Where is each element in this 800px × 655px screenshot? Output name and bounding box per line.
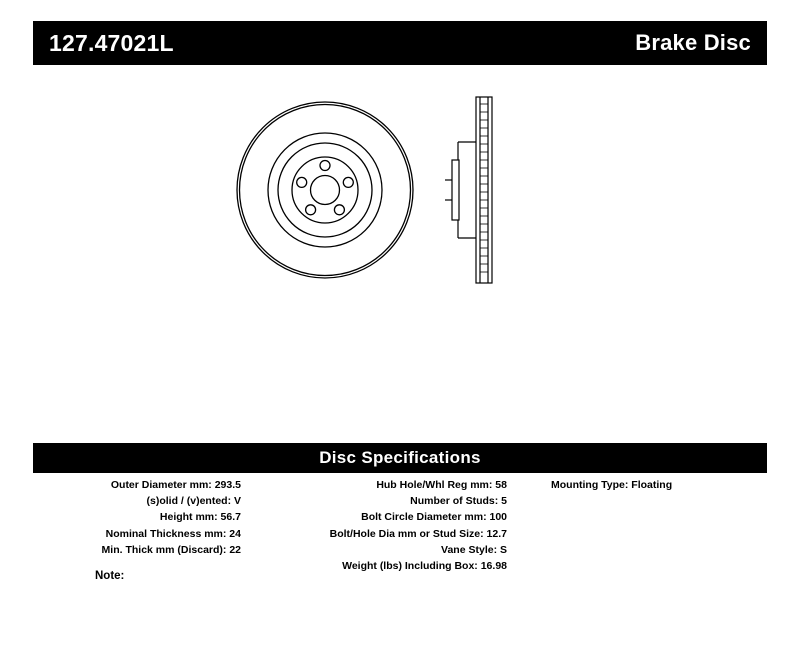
product-drawing	[230, 80, 590, 300]
specifications-title: Disc Specifications	[319, 448, 481, 467]
rotor-drawing-svg	[230, 80, 590, 300]
spec-item: Number of Studs: 5	[410, 495, 507, 508]
specs-column-middle	[255, 477, 507, 574]
spec-item: Nominal Thickness mm: 24	[105, 527, 241, 540]
part-number: 127.47021L	[49, 29, 174, 56]
spec-item: Mounting Type: Floating	[551, 479, 673, 491]
spec-item: Outer Diameter mm: 293.5	[110, 479, 241, 491]
rotor-side-section-view	[445, 97, 492, 283]
spec-item: Bolt Circle Diameter mm: 100	[361, 511, 507, 524]
spec-item: Height mm: 56.7	[159, 511, 241, 524]
specifications-header-bar	[33, 443, 767, 473]
header-bar	[33, 21, 767, 65]
spec-item: Vane Style: S	[441, 543, 507, 556]
specs-column-left	[33, 477, 241, 558]
spec-item: Min. Thick mm (Discard): 22	[101, 543, 241, 556]
specs-column-right	[551, 477, 767, 493]
specifications-body	[33, 477, 767, 587]
spec-item: (s)olid / (v)ented: V	[146, 495, 241, 508]
note-label: Note:	[95, 570, 125, 582]
spec-item: Hub Hole/Whl Reg mm: 58	[376, 479, 507, 491]
page-title: Brake Disc	[635, 30, 751, 55]
spec-item: Weight (lbs) Including Box: 16.98	[342, 560, 507, 573]
spec-item: Bolt/Hole Dia mm or Stud Size: 12.7	[329, 527, 507, 540]
rotor-front-view	[237, 102, 413, 278]
